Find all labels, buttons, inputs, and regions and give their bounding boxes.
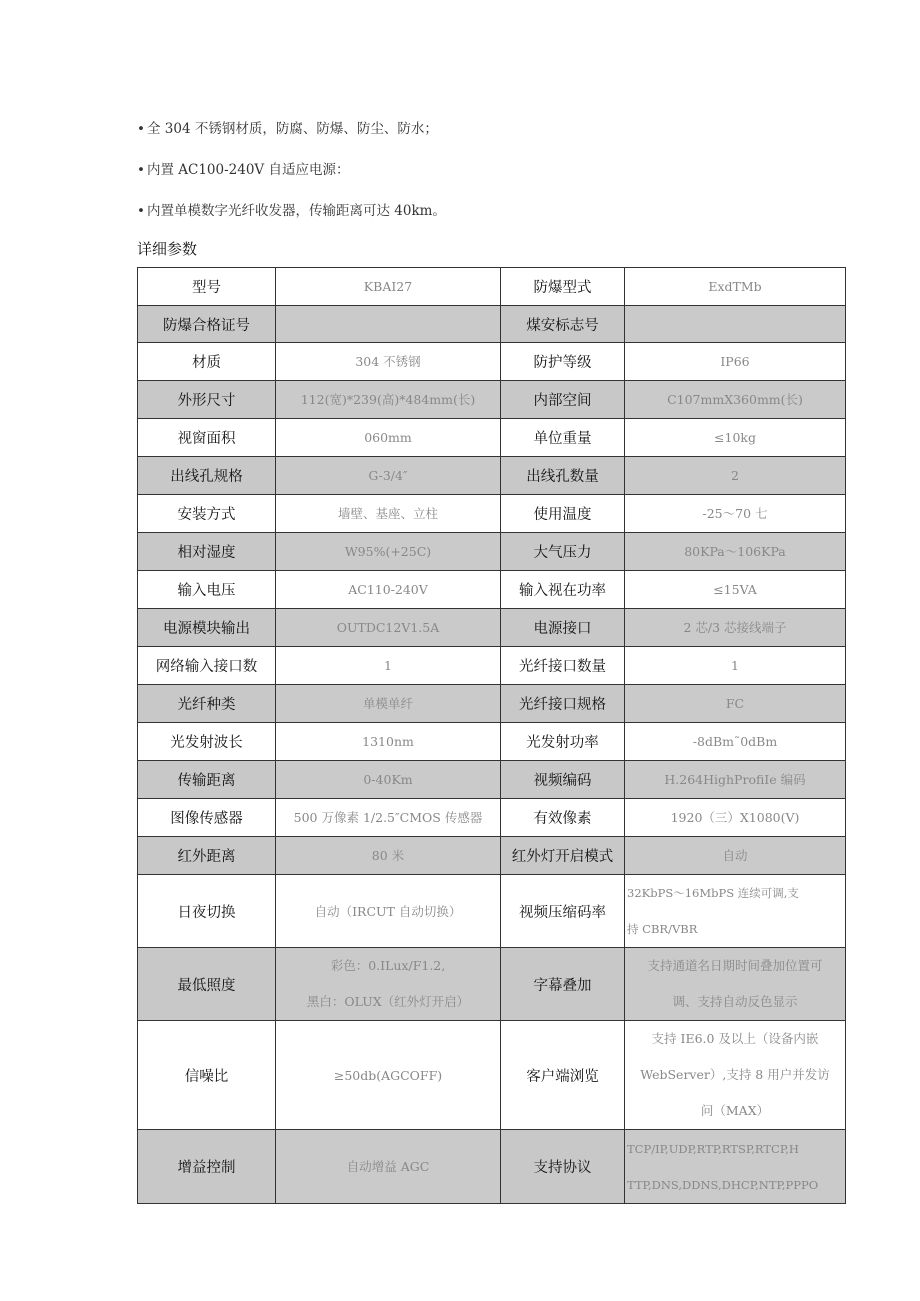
spec-value — [276, 306, 501, 343]
spec-value-line: WebServer）,支持 8 用户并发访 — [640, 1067, 830, 1082]
spec-value: 1 — [625, 647, 846, 685]
spec-value-line: 问（MAX） — [700, 1103, 770, 1118]
spec-value: IP66 — [625, 343, 846, 381]
spec-label: 视频压缩码率 — [501, 875, 625, 948]
spec-value: ≤10kg — [625, 419, 846, 457]
spec-label: 红外距离 — [138, 837, 276, 875]
feature-item — [137, 157, 837, 198]
spec-label: 安装方式 — [138, 495, 276, 533]
spec-row — [138, 343, 846, 381]
spec-value: OUTDC12V1.5A — [276, 609, 501, 647]
spec-value: 2 芯/3 芯接线端子 — [625, 609, 846, 647]
feature-list — [137, 116, 837, 239]
spec-label: 电源接口 — [501, 609, 625, 647]
spec-row — [138, 609, 846, 647]
spec-value: 112(宽)*239(高)*484mm(长) — [276, 381, 501, 419]
spec-value: FC — [625, 685, 846, 723]
section-title: 详细参数 — [137, 240, 198, 258]
spec-value: 80 米 — [276, 837, 501, 875]
spec-value: ≥50db(AGCOFF) — [276, 1021, 501, 1130]
spec-value: KBAI27 — [276, 268, 501, 306]
spec-label: 客户端浏览 — [501, 1021, 625, 1130]
spec-value-line: 持 CBR/VBR — [627, 922, 698, 936]
spec-label: 煤安标志号 — [501, 306, 625, 343]
feature-text: 全 304 不锈钢材质，防腐、防爆、防尘、防水； — [146, 121, 438, 137]
spec-label: 信噪比 — [138, 1021, 276, 1130]
spec-value-line: 黑白：OLUX（红外灯开启） — [306, 994, 470, 1009]
spec-row — [138, 685, 846, 723]
spec-row — [138, 268, 846, 306]
spec-label: 光发射功率 — [501, 723, 625, 761]
spec-value-line: 32KbPS～16MbPS 连续可调,支 — [627, 886, 799, 900]
spec-label: 型号 — [138, 268, 276, 306]
spec-label: 视窗面积 — [138, 419, 276, 457]
spec-row — [138, 571, 846, 609]
spec-value: 单模单纤 — [276, 685, 501, 723]
spec-label: 防护等级 — [501, 343, 625, 381]
spec-value: -8dBm˜0dBm — [625, 723, 846, 761]
spec-value: 304 不锈钢 — [276, 343, 501, 381]
spec-label: 支持协议 — [501, 1130, 625, 1204]
spec-label: 图像传感器 — [138, 799, 276, 837]
spec-value-line: TCP/IP,UDP,RTP,RTSP,RTCP,H — [627, 1141, 799, 1156]
spec-table — [137, 267, 846, 1204]
spec-label: 使用温度 — [501, 495, 625, 533]
feature-item — [137, 116, 837, 157]
spec-value — [625, 948, 846, 1021]
spec-value — [625, 306, 846, 343]
spec-row — [138, 419, 846, 457]
spec-value-line: 调、支持自动反色显示 — [672, 994, 798, 1009]
spec-value: AC110-240V — [276, 571, 501, 609]
spec-label: 光纤接口数量 — [501, 647, 625, 685]
spec-row — [138, 837, 846, 875]
spec-label: 最低照度 — [138, 948, 276, 1021]
spec-label: 光纤接口规格 — [501, 685, 625, 723]
spec-label: 单位重量 — [501, 419, 625, 457]
spec-label: 内部空间 — [501, 381, 625, 419]
spec-value: W95%(+25C) — [276, 533, 501, 571]
spec-value: 1310nm — [276, 723, 501, 761]
spec-label: 防爆型式 — [501, 268, 625, 306]
spec-row — [138, 306, 846, 343]
spec-label: 防爆合格证号 — [138, 306, 276, 343]
spec-value: 0-40Km — [276, 761, 501, 799]
spec-row — [138, 457, 846, 495]
spec-row — [138, 1130, 846, 1204]
spec-row — [138, 799, 846, 837]
spec-label: 出线孔数量 — [501, 457, 625, 495]
spec-label: 传输距离 — [138, 761, 276, 799]
spec-value: G-3/4″ — [276, 457, 501, 495]
spec-value: 80KPa～106KPa — [625, 533, 846, 571]
spec-value — [625, 1021, 846, 1130]
feature-text: 内置 AC100-240V 自适应电源： — [146, 162, 350, 178]
spec-value-line: 支持通道名日期时间叠加位置可 — [647, 958, 823, 973]
spec-value: 060mm — [276, 419, 501, 457]
feature-text: 内置单模数字光纤收发器，传输距离可达 40km。 — [146, 203, 446, 219]
spec-value-line: TTP,DNS,DDNS,DHCP,NTP,PPPO — [627, 1177, 819, 1192]
bullet-marker: • — [137, 203, 145, 219]
spec-label: 输入视在功率 — [501, 571, 625, 609]
spec-value-line: 支持 IE6.0 及以上（设备内嵌 — [651, 1031, 819, 1046]
spec-label: 大气压力 — [501, 533, 625, 571]
spec-value: 500 万像素 1/2.5″CMOS 传感器 — [276, 799, 501, 837]
spec-label: 增益控制 — [138, 1130, 276, 1204]
spec-label: 视频编码 — [501, 761, 625, 799]
spec-label: 电源模块输出 — [138, 609, 276, 647]
spec-row — [138, 948, 846, 1021]
spec-row — [138, 495, 846, 533]
spec-label: 输入电压 — [138, 571, 276, 609]
spec-label: 出线孔规格 — [138, 457, 276, 495]
spec-value — [625, 875, 846, 948]
bullet-marker: • — [137, 162, 145, 178]
spec-label: 光纤种类 — [138, 685, 276, 723]
bullet-marker: • — [137, 121, 145, 137]
spec-value: 2 — [625, 457, 846, 495]
spec-row — [138, 875, 846, 948]
spec-label: 字幕叠加 — [501, 948, 625, 1021]
spec-value: 自动增益 AGC — [276, 1130, 501, 1204]
spec-value: 自动 — [625, 837, 846, 875]
spec-value: H.264HighProfiIe 编码 — [625, 761, 846, 799]
spec-value: 墙壁、基座、立柱 — [276, 495, 501, 533]
spec-value: C107mmX360mm(长) — [625, 381, 846, 419]
spec-row — [138, 381, 846, 419]
spec-label: 有效像素 — [501, 799, 625, 837]
spec-value: 自动（IRCUT 自动切换） — [276, 875, 501, 948]
spec-value: 1920（三）X1080(V) — [625, 799, 846, 837]
feature-item — [137, 198, 837, 239]
spec-row — [138, 533, 846, 571]
spec-value: ExdTMb — [625, 268, 846, 306]
spec-value: ≤15VA — [625, 571, 846, 609]
spec-row — [138, 761, 846, 799]
spec-label: 材质 — [138, 343, 276, 381]
spec-label: 相对湿度 — [138, 533, 276, 571]
spec-row — [138, 1021, 846, 1130]
spec-label: 光发射波长 — [138, 723, 276, 761]
spec-value: 1 — [276, 647, 501, 685]
spec-label: 网络输入接口数 — [138, 647, 276, 685]
spec-value-line: 彩色：0.ILux/F1.2, — [330, 958, 446, 973]
spec-value — [625, 1130, 846, 1204]
spec-label: 日夜切换 — [138, 875, 276, 948]
spec-label: 红外灯开启模式 — [501, 837, 625, 875]
spec-row — [138, 723, 846, 761]
spec-label: 外形尺寸 — [138, 381, 276, 419]
spec-value: -25～70 七 — [625, 495, 846, 533]
spec-row — [138, 647, 846, 685]
spec-value — [276, 948, 501, 1021]
